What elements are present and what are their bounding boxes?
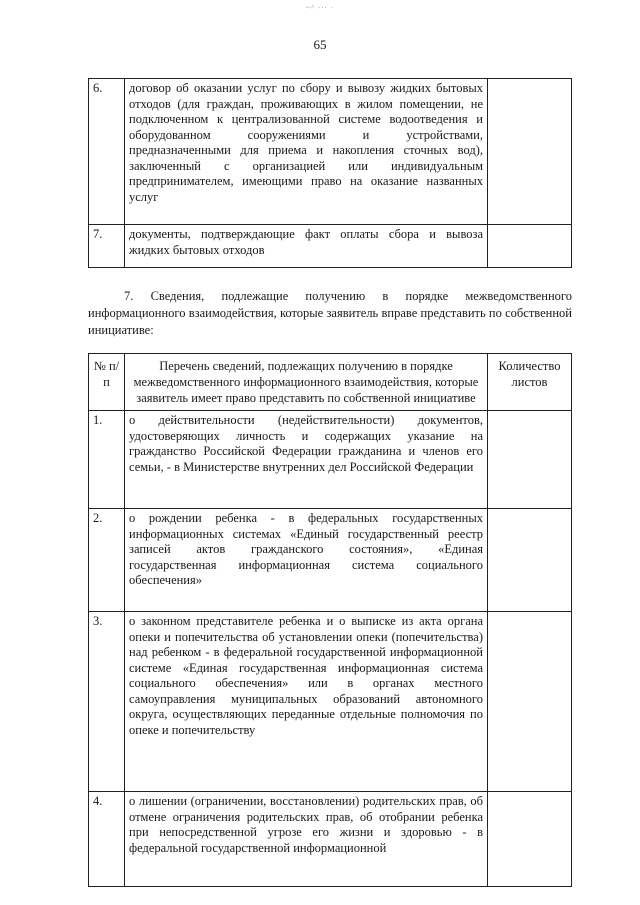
table-row bbox=[89, 509, 572, 612]
table-row bbox=[89, 79, 572, 225]
header-list: Перечень сведений, подлежащих получению в порядке межведомственного информационного взаимодействия, которые заявитель имеет право представить по собственной инициативе bbox=[125, 354, 488, 411]
table-row bbox=[89, 411, 572, 509]
table-row bbox=[89, 225, 572, 268]
row-text: договор об оказании услуг по сбору и вывозу жидких бытовых отходов (для граждан, проживающих в жилом помещении, не подключенном к централизованной системе водоотведения и оборудованном сооружениями и устройствами, предназначенными для приема и накопления сточных вод), заключенный с организацией или индивидуальным предпринимателем, имеющими право на оказание названных услуг bbox=[125, 79, 488, 225]
row-text: документы, подтверждающие факт оплаты сбора и вывоза жидких бытовых отходов bbox=[125, 225, 488, 268]
row-text: о законном представителе ребенка и о выписке из акта органа опеки и попечительства об установлении опеки (попечительства) над ребенком - в федеральной государственной информационной системе «Единая государственная информационная система социального обеспечения» или в органах местного самоуправления муниципальных образований автономного округа, осуществляющих переданные отдельные полномочия по опеке и попечительству bbox=[125, 612, 488, 792]
row-count bbox=[488, 225, 572, 268]
table-row bbox=[89, 612, 572, 792]
row-text: о лишении (ограничении, восстановлении) родительских прав, об отмене ограничения родительских прав, об отобрании ребенка при непосредственной угрозе его жизни и здоровью - в федеральной государственной информационной bbox=[125, 792, 488, 887]
row-number: 2. bbox=[89, 509, 125, 612]
row-count bbox=[488, 509, 572, 612]
table-header-row bbox=[89, 354, 572, 411]
row-number: 7. bbox=[89, 225, 125, 268]
row-count bbox=[488, 79, 572, 225]
row-count bbox=[488, 612, 572, 792]
row-number: 6. bbox=[89, 79, 125, 225]
page-number: 65 bbox=[313, 37, 327, 52]
row-number: 1. bbox=[89, 411, 125, 509]
interagency-info-table bbox=[88, 353, 572, 887]
row-text: о рождении ребенка - в федеральных государственных информационных системах «Единый государственный реестр записей актов гражданского состояния», «Единая государственная информационная система социального обеспечения» bbox=[125, 509, 488, 612]
scan-artifact: ~^ ··· · bbox=[306, 4, 334, 12]
section-paragraph: 7. Сведения, подлежащие получению в порядке межведомственного информационного взаимодействия, которые заявитель вправе представить по собственной инициативе: bbox=[88, 289, 572, 337]
header-sheet-count: Количество листов bbox=[488, 354, 572, 411]
row-number: 3. bbox=[89, 612, 125, 792]
row-text: о действительности (недействительности) документов, удостоверяющих личность и содержащих указание на гражданство Российской Федерации гражданина и членов его семьи, - в Министерстве внутренних дел Российской Федерации bbox=[125, 411, 488, 509]
row-count bbox=[488, 411, 572, 509]
page-bottom-edge bbox=[0, 890, 640, 905]
row-number: 4. bbox=[89, 792, 125, 887]
row-count bbox=[488, 792, 572, 887]
header-number: № п/п bbox=[89, 354, 125, 411]
documents-table-continued bbox=[88, 78, 572, 268]
table-row bbox=[89, 792, 572, 887]
